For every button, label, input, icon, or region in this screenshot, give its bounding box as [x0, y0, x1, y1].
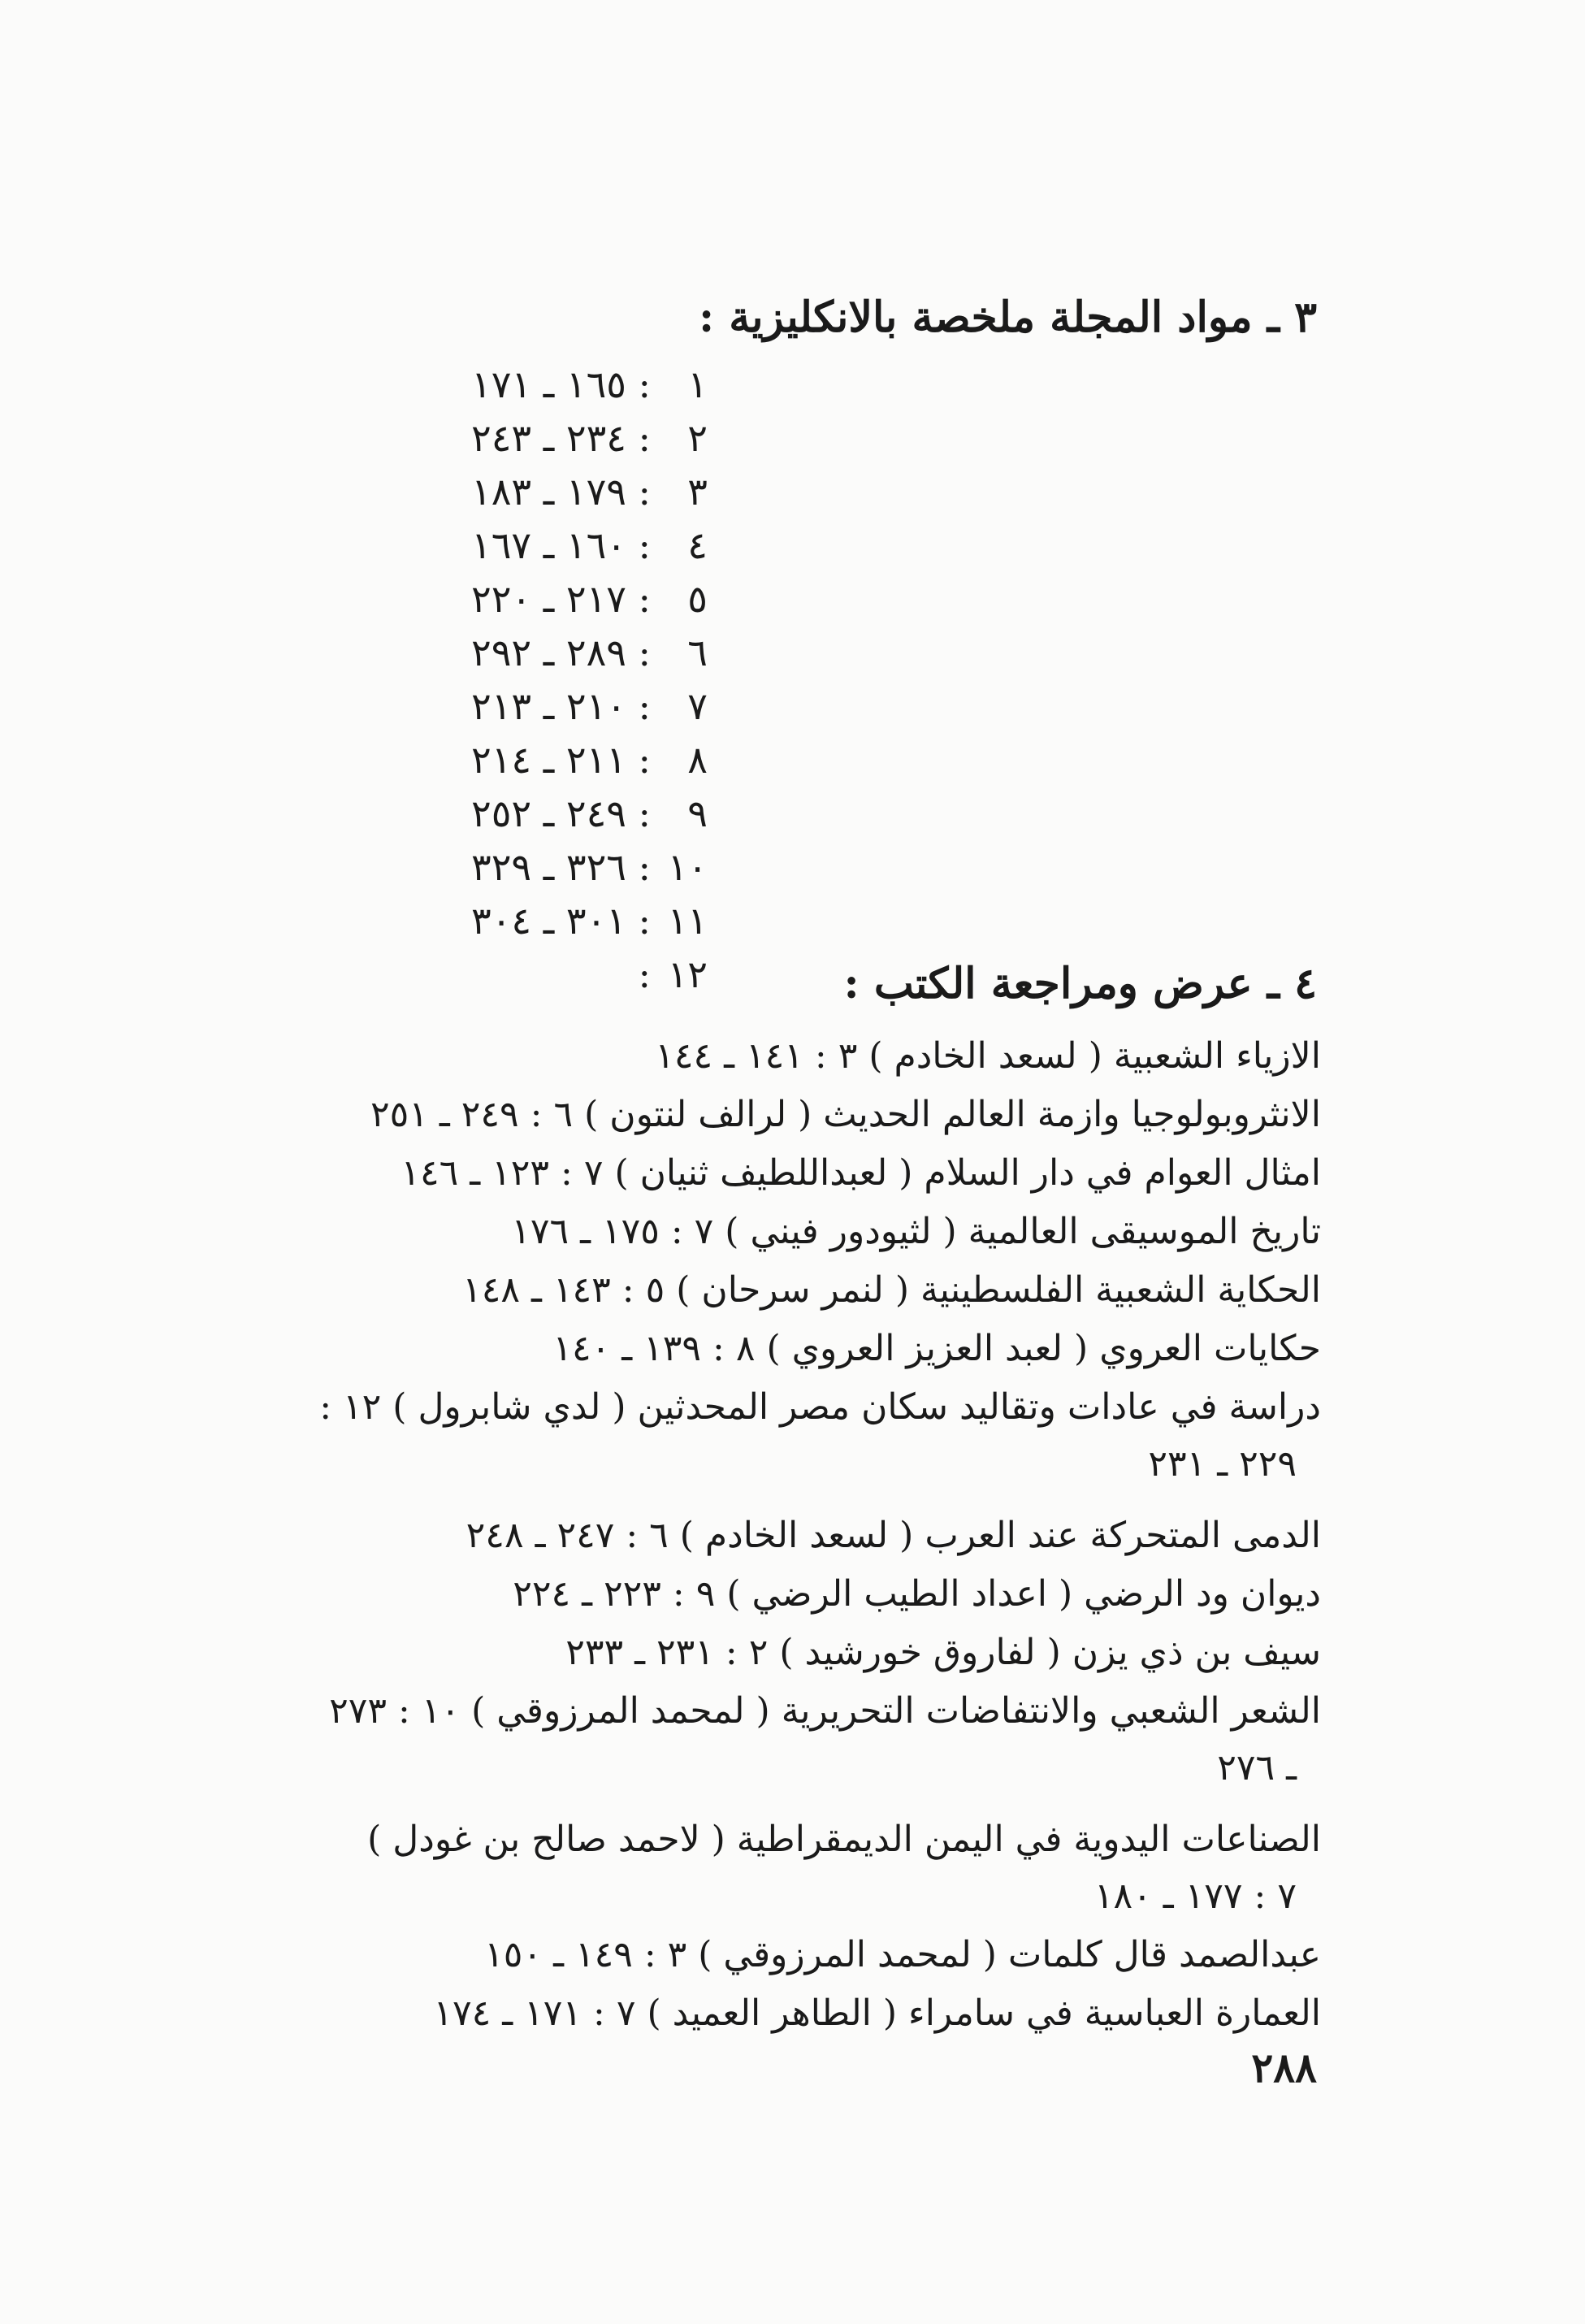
issue-number: ١٢	[667, 952, 708, 996]
page-range: ١٦٠ ـ ١٦٧	[471, 523, 626, 567]
entry-text: الصناعات اليدوية في اليمن الديمقراطية ( لاحمد صالح بن غودل )	[367, 1819, 1321, 1860]
issue-number: ٧	[687, 684, 708, 728]
list-item: ١٠ : ٣٢٦ ـ ٣٢٩	[383, 840, 708, 894]
list-item	[265, 1086, 1321, 1143]
page-number: ٢٨٨	[1251, 2044, 1317, 2092]
page-range: ٣٠١ ـ ٣٠٤	[471, 899, 626, 943]
list-item	[265, 1507, 1321, 1564]
issue-number: ٥	[687, 577, 708, 621]
page-range: ٣٢٦ ـ ٣٢٩	[471, 845, 626, 889]
page-range: ١٧٩ ـ ١٨٣	[471, 470, 626, 514]
list-item: ٧ : ٢١٠ ـ ٢١٣	[383, 679, 708, 733]
entry-text: الازياء الشعبية ( لسعد الخادم ) ٣ : ١٤١ ـ ١٤٤	[655, 1035, 1321, 1077]
entry-text: ديوان ود الرضي ( اعداد الطيب الرضي ) ٩ : ٢٢٣ ـ ٢٢٤	[513, 1573, 1321, 1615]
entry-text: الانثروبولوجيا وازمة العالم الحديث ( لرالف لنتون ) ٦ : ٢٤٩ ـ ٢٥١	[370, 1094, 1321, 1135]
page-range: ٢١١ ـ ٢١٤	[471, 738, 626, 782]
list-item: ٢ : ٢٣٤ ـ ٢٤٣	[383, 411, 708, 465]
list-item: ٨ : ٢١١ ـ ٢١٤	[383, 733, 708, 787]
list-item	[265, 1145, 1321, 1202]
issue-number: ١	[687, 362, 708, 406]
section-3-heading: ٣ ـ مواد المجلة ملخصة بالانكليزية :	[698, 293, 1317, 342]
english-summary-list	[383, 358, 708, 1001]
issue-number: ٤	[687, 523, 708, 567]
page-range: ١٦٥ ـ ١٧١	[471, 362, 626, 406]
issue-number: ٢	[687, 416, 708, 460]
page-range: ٢٨٩ ـ ٢٩٢	[471, 631, 626, 674]
list-item	[265, 1927, 1321, 1984]
entry-text: دراسة في عادات وتقاليد سكان مصر المحدثين ( لدي شابرول ) ١٢ :	[319, 1386, 1321, 1428]
issue-number: ٦	[687, 631, 708, 674]
section-4-heading: ٤ ـ عرض ومراجعة الكتب :	[843, 959, 1317, 1008]
page-range: ٢١٠ ـ ٢١٣	[471, 684, 626, 728]
entry-text: العمارة العباسية في سامراء ( الطاهر العميد ) ٧ : ١٧١ ـ ١٧٤	[433, 1992, 1321, 2034]
entry-continuation: ـ ٢٧٦	[1217, 1747, 1297, 1789]
list-item: ١٢ :	[383, 947, 708, 1001]
entry-continuation: ٧ : ١٧٧ ـ ١٨٠	[1093, 1875, 1297, 1917]
page-range: ٢١٧ ـ ٢٢٠	[471, 577, 626, 621]
issue-number: ١٠	[667, 845, 708, 889]
list-item	[265, 1566, 1321, 1623]
entry-text: امثال العوام في دار السلام ( لعبداللطيف ثنيان ) ٧ : ١٢٣ ـ ١٤٦	[401, 1152, 1321, 1194]
list-item	[265, 1262, 1321, 1319]
page-range: ٢٤٩ ـ ٢٥٢	[471, 791, 626, 835]
list-item	[265, 1320, 1321, 1377]
entry-text: الحكاية الشعبية الفلسطينية ( لنمر سرحان ) ٥ : ١٤٣ ـ ١٤٨	[462, 1269, 1321, 1311]
list-item: ١١ : ٣٠١ ـ ٣٠٤	[383, 894, 708, 947]
issue-number: ٩	[687, 791, 708, 835]
entry-text: عبدالصمد قال كلمات ( لمحمد المرزوقي ) ٣ : ١٤٩ ـ ١٥٠	[484, 1934, 1321, 1975]
entry-text: تاريخ الموسيقى العالمية ( لثيودور فيني ) ٧ : ١٧٥ ـ ١٧٦	[511, 1211, 1321, 1252]
issue-number: ٣	[687, 470, 708, 514]
list-item	[265, 1811, 1321, 1925]
entry-text: حكايات العروي ( لعبد العزيز العروي ) ٨ : ١٣٩ ـ ١٤٠	[552, 1328, 1321, 1369]
list-item	[265, 1624, 1321, 1681]
list-item	[265, 1985, 1321, 2042]
list-item	[265, 1203, 1321, 1260]
list-item: ٤ : ١٦٠ ـ ١٦٧	[383, 518, 708, 572]
entry-text: سيف بن ذي يزن ( لفاروق خورشيد ) ٢ : ٢٣١ ـ ٢٣٣	[565, 1632, 1321, 1673]
list-item: ٣ : ١٧٩ ـ ١٨٣	[383, 465, 708, 518]
list-item	[265, 1379, 1321, 1493]
list-item: ١ : ١٦٥ ـ ١٧١	[383, 358, 708, 411]
list-item	[265, 1028, 1321, 1085]
entry-text: الدمى المتحركة عند العرب ( لسعد الخادم ) ٦ : ٢٤٧ ـ ٢٤٨	[466, 1515, 1321, 1556]
book-review-list	[265, 1028, 1321, 2044]
list-item	[265, 1683, 1321, 1797]
list-item: ٥ : ٢١٧ ـ ٢٢٠	[383, 572, 708, 626]
list-item: ٩ : ٢٤٩ ـ ٢٥٢	[383, 787, 708, 840]
entry-continuation: ٢٢٩ ـ ٢٣١	[1148, 1443, 1297, 1485]
page-range: ٢٣٤ ـ ٢٤٣	[471, 416, 626, 460]
issue-number: ٨	[687, 738, 708, 782]
entry-text: الشعر الشعبي والانتفاضات التحريرية ( لمحمد المرزوقي ) ١٠ : ٢٧٣	[329, 1690, 1321, 1732]
issue-number: ١١	[667, 899, 708, 943]
list-item: ٦ : ٢٨٩ ـ ٢٩٢	[383, 626, 708, 679]
